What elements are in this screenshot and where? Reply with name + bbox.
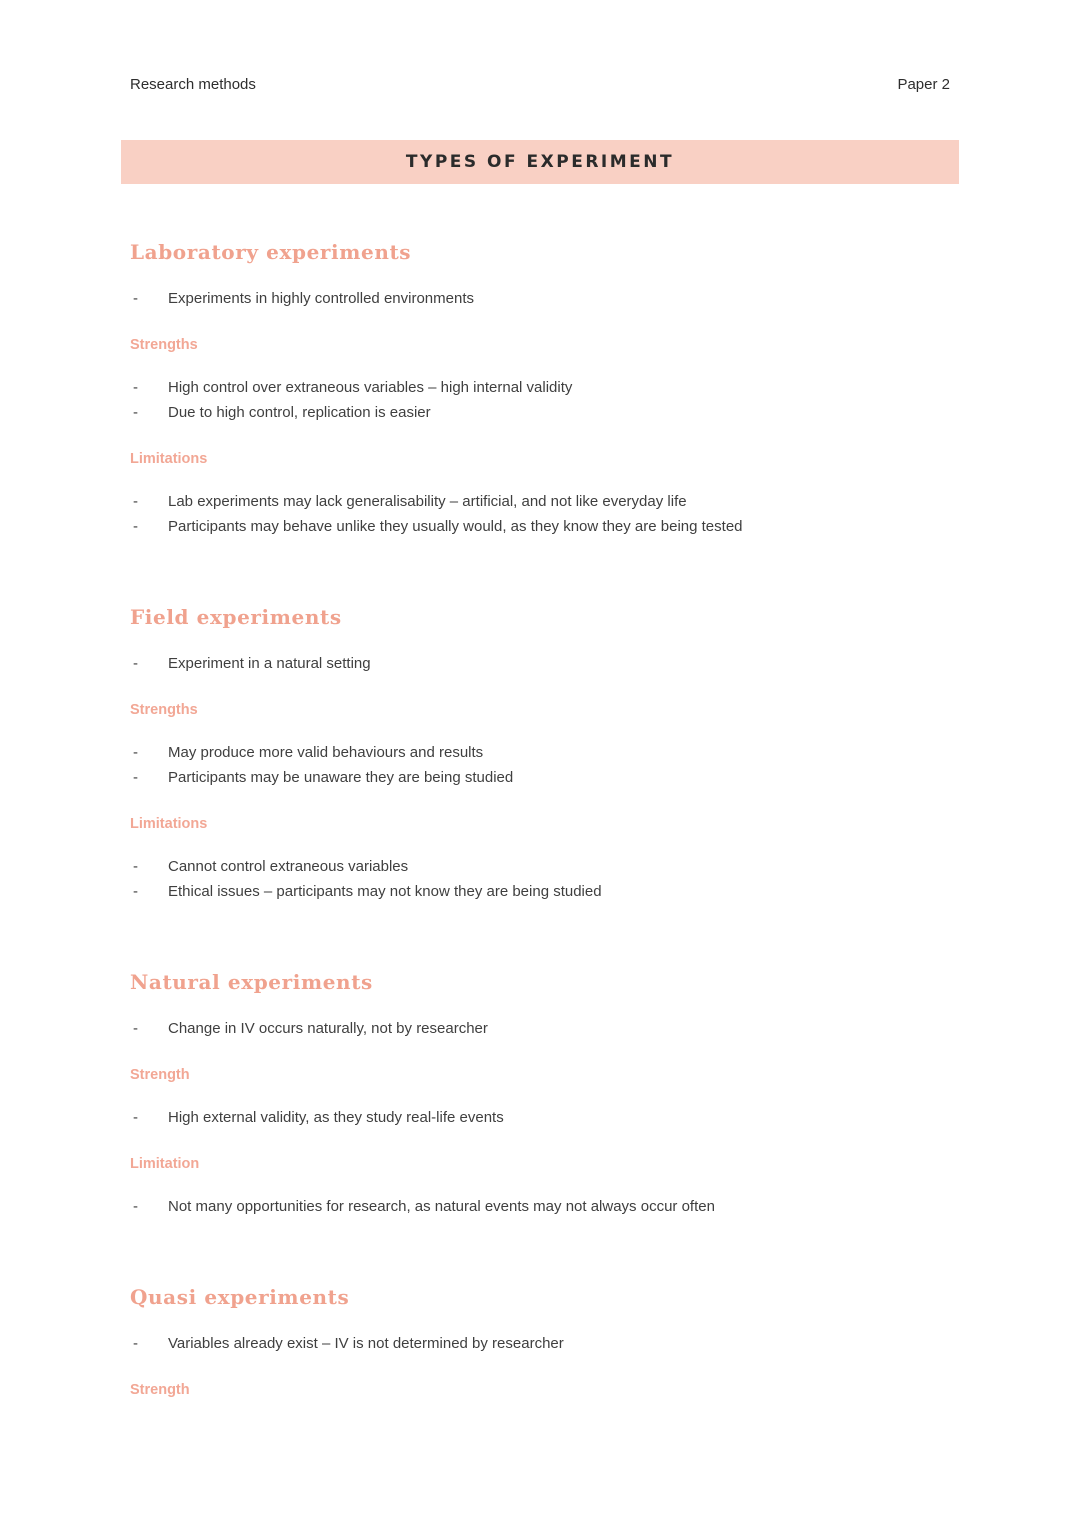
bullet-list [130,854,950,904]
bullet-text: Lab experiments may lack generalisability – artificial, and not like everyday life [168,493,687,510]
bullet-marker: - [133,518,138,535]
sub-label: Strengths [130,702,198,718]
bullet-text: Variables already exist – IV is not determined by researcher [168,1335,564,1352]
page-header [130,76,950,93]
bullet-item [130,489,950,514]
section [130,970,950,1219]
bullet-item [130,400,950,425]
sub-label: Limitation [130,1156,200,1172]
document-body [130,240,950,1398]
bullet-text: Ethical issues – participants may not know they are being studied [168,883,602,900]
bullet-item [130,854,950,879]
sub-label: Strength [130,1382,190,1398]
bullet-item [130,1331,950,1356]
bullet-text: Due to high control, replication is easier [168,404,431,421]
sub-label: Strength [130,1067,190,1083]
bullet-item [130,740,950,765]
bullet-marker: - [133,883,138,900]
bullet-text: Participants may be unaware they are being studied [168,769,514,786]
bullet-text: May produce more valid behaviours and results [168,744,484,761]
section [130,605,950,904]
bullet-marker: - [133,858,138,875]
section-title: Quasi experiments [130,1285,350,1309]
bullet-marker: - [133,1198,138,1215]
bullet-text: Experiment in a natural setting [168,655,371,672]
section-title: Field experiments [130,605,342,629]
bullet-text: Not many opportunities for research, as natural events may not always occur often [168,1198,715,1215]
bullet-text: High control over extraneous variables – high internal validity [168,379,573,396]
bullet-list [130,1105,950,1130]
bullet-item [130,1194,950,1219]
bullet-marker: - [133,655,138,672]
bullet-text: Experiments in highly controlled environments [168,290,474,307]
bullet-item [130,651,950,676]
bullet-item [130,765,950,790]
bullet-item [130,375,950,400]
bullet-item [130,286,950,311]
bullet-marker: - [133,744,138,761]
bullet-item [130,514,950,539]
bullet-marker: - [133,1335,138,1352]
sub-label: Strengths [130,337,198,353]
section [130,240,950,539]
title-banner [121,140,959,184]
bullet-list [130,740,950,790]
section-title: Laboratory experiments [130,240,412,264]
header-right-text: Paper 2 [897,76,950,93]
bullet-marker: - [133,290,138,307]
section-title: Natural experiments [130,970,373,994]
bullet-marker: - [133,1020,138,1037]
sub-label: Limitations [130,451,208,467]
bullet-text: Cannot control extraneous variables [168,858,409,875]
bullet-item [130,879,950,904]
bullet-marker: - [133,493,138,510]
bullet-marker: - [133,769,138,786]
sub-label: Limitations [130,816,208,832]
bullet-list [130,286,950,311]
bullet-list [130,489,950,539]
bullet-marker: - [133,404,138,421]
bullet-list [130,375,950,425]
bullet-text: High external validity, as they study real-life events [168,1109,504,1126]
bullet-list [130,651,950,676]
bullet-marker: - [133,1109,138,1126]
bullet-item [130,1016,950,1041]
bullet-list [130,1194,950,1219]
bullet-marker: - [133,379,138,396]
banner-title-text: TYPES OF EXPERIMENT [405,152,675,172]
bullet-text: Participants may behave unlike they usually would, as they know they are being tested [168,518,743,535]
bullet-item [130,1105,950,1130]
bullet-list [130,1016,950,1041]
section [130,1285,950,1398]
bullet-list [130,1331,950,1356]
header-left-text: Research methods [130,76,256,93]
bullet-text: Change in IV occurs naturally, not by researcher [168,1020,488,1037]
